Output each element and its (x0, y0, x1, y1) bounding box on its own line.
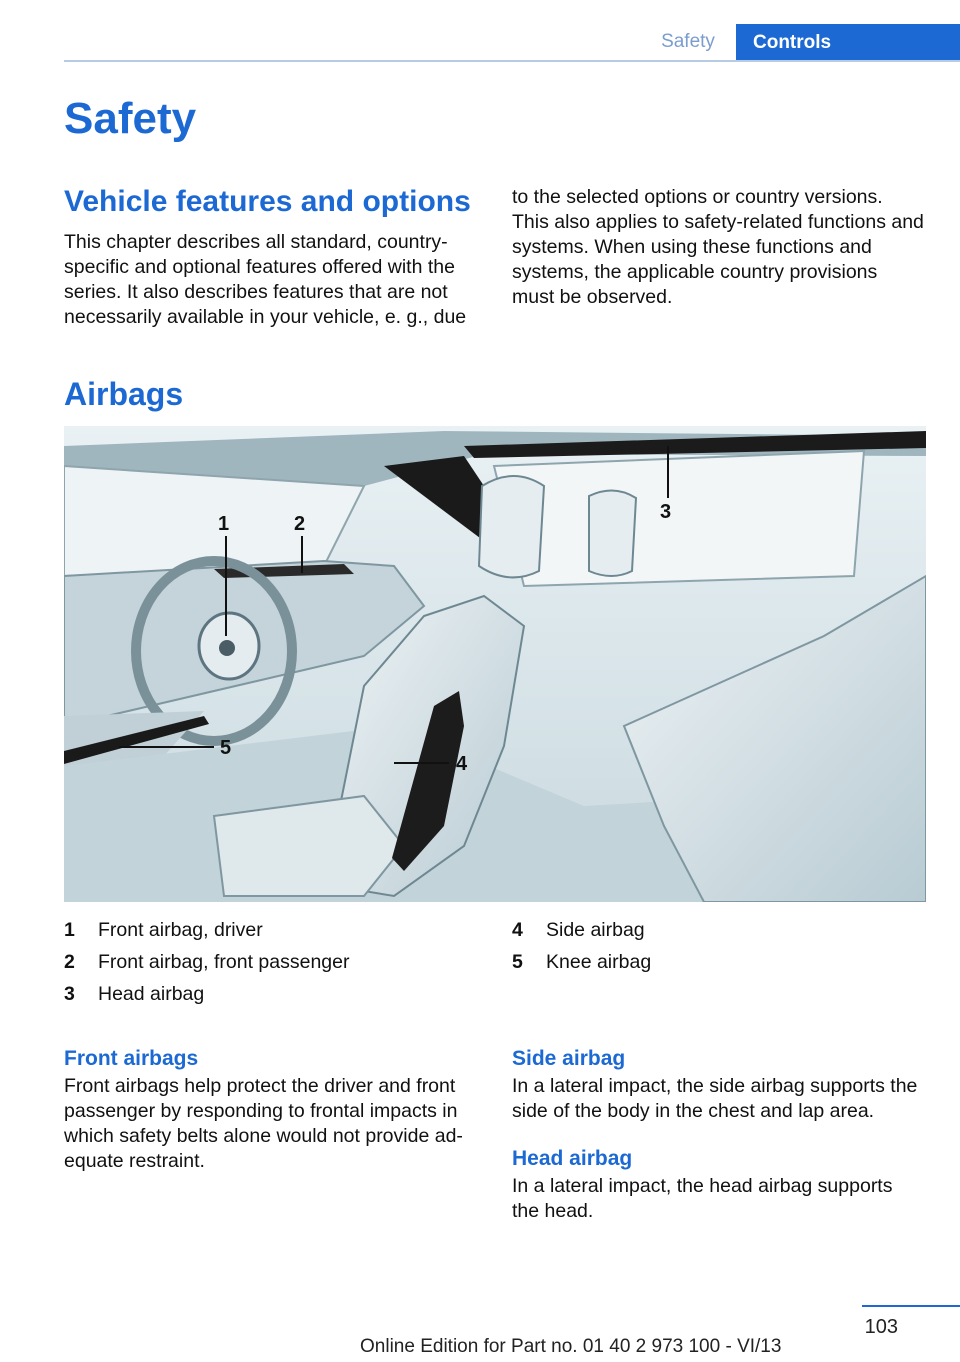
head-airbag-heading: Head airbag (512, 1147, 633, 1170)
edition-note: Online Edition for Part no. 01 40 2 973 100 - VI/13 (360, 1336, 782, 1357)
legend-number: 3 (64, 983, 75, 1005)
vehicle-features-right-column (512, 185, 924, 310)
callout-3: 3 (660, 501, 672, 523)
airbags-heading: Airbags (64, 376, 184, 412)
legend-number: 4 (512, 919, 523, 941)
chapter-tab: Controls (736, 24, 960, 61)
legend-item (512, 946, 932, 978)
airbag-locations-figure (64, 426, 926, 902)
figure-legend-right (512, 914, 932, 978)
legend-label: Front airbag, driver (98, 919, 263, 941)
head-airbag-text: In a lateral impact, the head airbag supports the head. (512, 1175, 893, 1222)
figure-legend-left (64, 914, 484, 1010)
vehicle-features-left-column (64, 184, 476, 330)
section-tab: Safety (661, 31, 715, 52)
callout-4: 4 (456, 753, 468, 775)
legend-label: Front airbag, front passenger (98, 951, 350, 973)
front-airbags-text: Front airbags help protect the driver and front passenger by responding to frontal impacts in which safety belts alone would not provide ad-equate restraint. (64, 1075, 463, 1172)
side-airbag-heading: Side airbag (512, 1047, 626, 1070)
vehicle-features-text-left: This chapter describes all standard, country-specific and optional features offered with the series. It also describes features that are not necessarily available in your vehicle, e. g., due (64, 231, 467, 328)
footer-divider (862, 1305, 960, 1307)
front-airbags-heading: Front airbags (64, 1047, 199, 1070)
vehicle-features-text-right: to the selected options or country versions. This also applies to safety-related functions and systems. When using these functions and systems, the applicable country provisions must be observed. (512, 186, 924, 308)
callout-5: 5 (220, 737, 232, 759)
car-interior-illustration (64, 426, 926, 902)
legend-label: Side airbag (546, 919, 645, 941)
legend-item (512, 914, 932, 946)
header-divider (64, 60, 960, 62)
legend-item (64, 914, 484, 946)
legend-number: 2 (64, 951, 75, 973)
legend-item (64, 978, 484, 1010)
side-airbag-text: In a lateral impact, the side airbag supports the side of the body in the chest and lap area. (512, 1075, 918, 1122)
side-airbag-section (512, 1046, 924, 1224)
legend-label: Head airbag (98, 983, 205, 1005)
callout-1: 1 (218, 513, 230, 535)
page-title: Safety (64, 94, 197, 143)
callout-2: 2 (294, 513, 306, 535)
vehicle-features-heading: Vehicle features and options (64, 185, 471, 218)
legend-label: Knee airbag (546, 951, 652, 973)
front-airbags-section (64, 1046, 476, 1174)
legend-item (64, 946, 484, 978)
legend-number: 5 (512, 951, 523, 973)
legend-number: 1 (64, 919, 75, 941)
page-number: 103 (864, 1316, 898, 1338)
